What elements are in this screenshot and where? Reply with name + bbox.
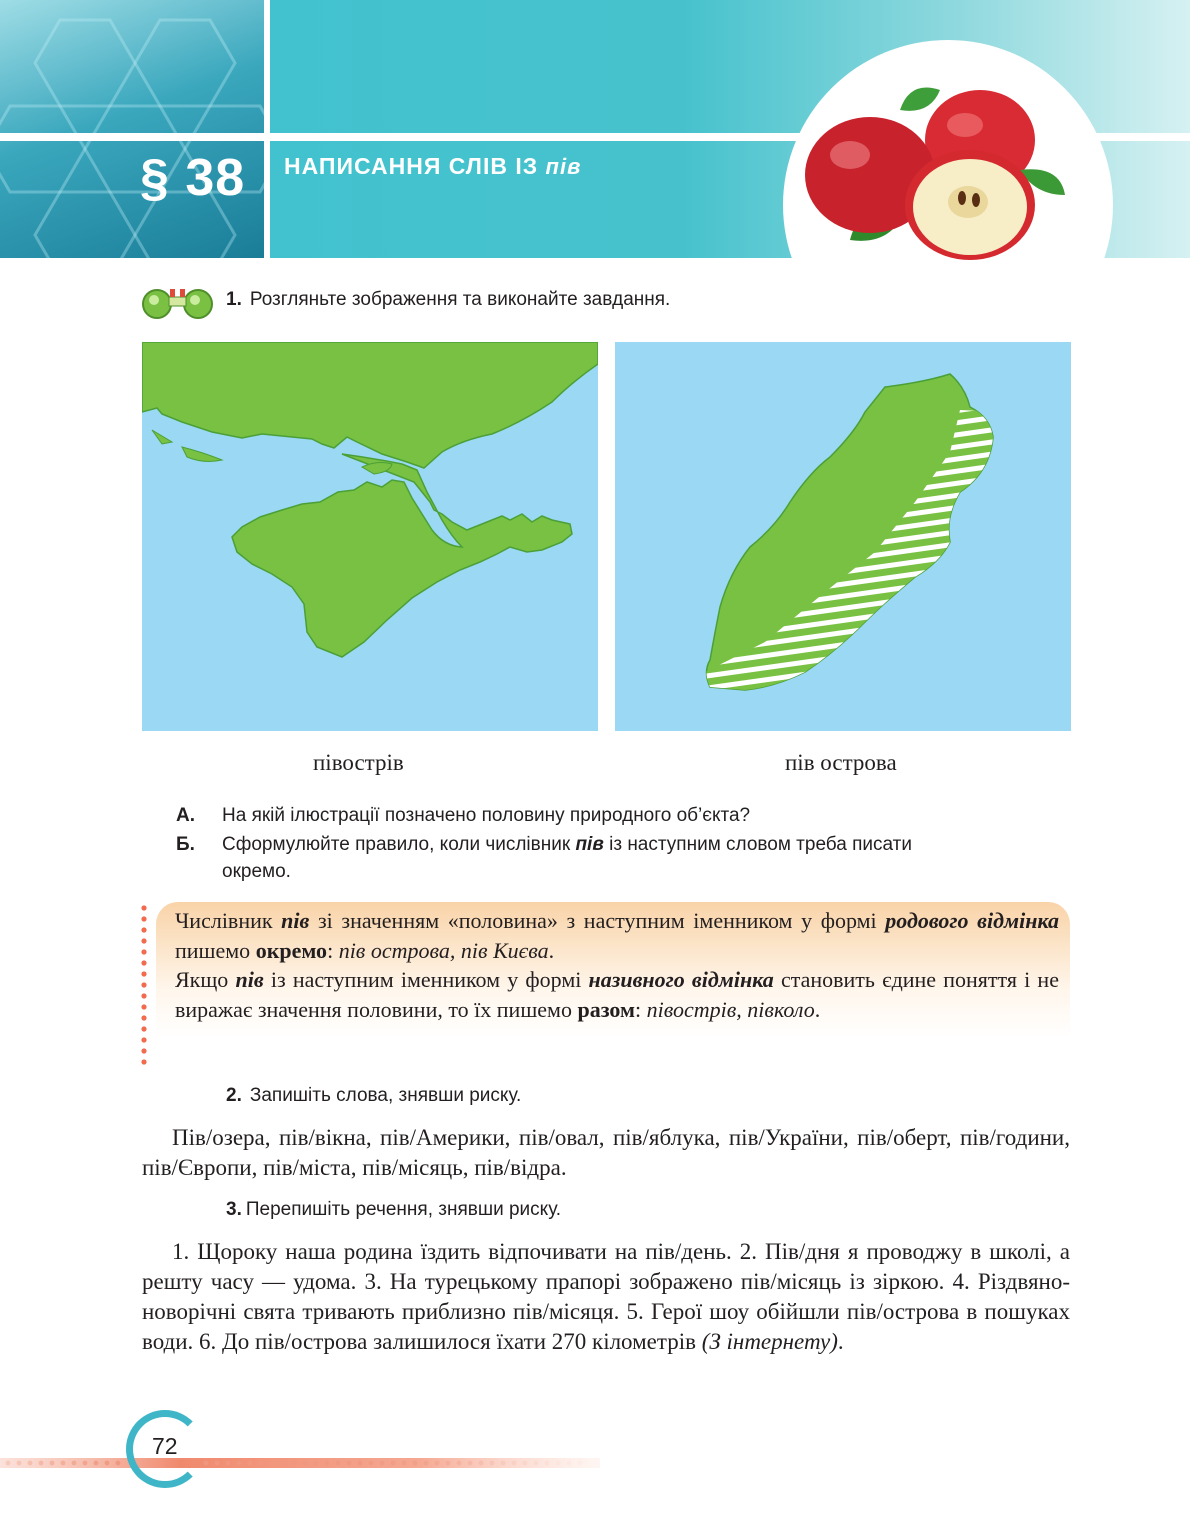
rule-text: Числівник пів зі значенням «половина» з наступним іменником у формі родового відмінка пишемо окремо: пів острова, пів Києва. Якщо пів із наступним іменником у формі називного відмінка становить єдине поняття і не виражає значення половини, то їх пишемо разом: півострів, півколо. — [175, 908, 1060, 1022]
half-island-map-icon — [615, 342, 1071, 731]
exercise1-instruction: 1. Розгляньте зображення та виконайте завдання. — [226, 289, 671, 310]
peninsula-map-icon — [142, 342, 598, 731]
exercise3-text: 1. Щороку наша родина їздить відпочивати на пів/день. 2. Пів/дня я проводжу в школі, а решту часу — удома. 3. На турецькому прапорі зображено пів/місяць із зіркою. 4. Різдвяно-новорічні свята тривають приблизно пів/місяця. 5. Герої шоу обійшли пів/острова в пошуках води. 6. До пів/острова залишилося їхати 270 кілометрів (З інтернету). — [142, 1239, 1070, 1354]
exercise2-text: Пів/озера, пів/вікна, пів/Америки, пів/овал, пів/яблука, пів/України, пів/оберт, пів/години, пів/Європи, пів/міста, пів/місяць, пів/відра. — [142, 1125, 1070, 1180]
exercise3-instruction: 3. Перепишіть речення, знявши риску. — [226, 1199, 562, 1220]
section-title: НАПИСАННЯ СЛІВ ІЗ пів — [284, 153, 582, 179]
page-number: 72 — [152, 1433, 178, 1459]
hexagon-pattern — [0, 0, 264, 258]
island-map — [615, 342, 1071, 731]
footer-dots — [0, 1458, 600, 1468]
binoculars-icon — [140, 285, 215, 319]
apples-icon — [790, 70, 1070, 260]
section-title-italic: пів — [545, 154, 582, 179]
header-decoration-left — [0, 0, 264, 258]
section-number: § 38 — [140, 149, 246, 207]
question-a: А. На якій ілюстрації позначено половину природного об’єкта? — [176, 805, 751, 826]
caption-peninsula: півострів — [313, 750, 404, 775]
crimea-map — [142, 342, 598, 731]
rule-dotted-border — [140, 904, 148, 1066]
question-b: Б. Сформулюйте правило, коли числівник пів із наступним словом треба писати окремо. — [176, 834, 912, 882]
caption-half-island: пів острова — [785, 750, 897, 775]
exercise2-instruction: 2. Запишіть слова, знявши риску. — [226, 1085, 522, 1106]
